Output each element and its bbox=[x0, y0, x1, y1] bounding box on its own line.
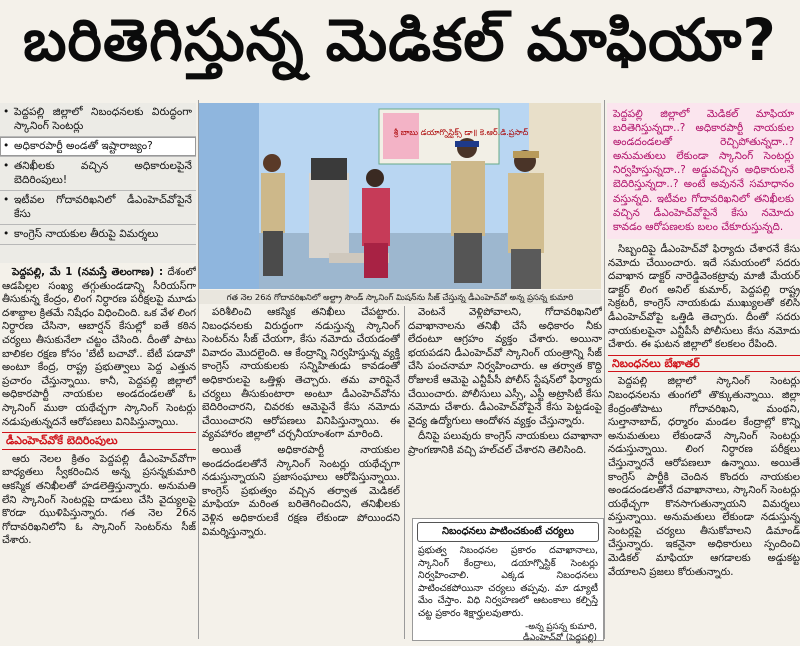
article-column-2 bbox=[202, 306, 400, 639]
column-divider bbox=[198, 100, 199, 639]
intro-summary: పెద్దపల్లి జిల్లాలో మెడికల్ మాఫియా బరితెగిస్తున్నదా..? అధికారపార్టీ నాయకుల అండదండలతో రెచ్చిపోతున్నదా..? అనుమతులు లేకుండా స్కానింగ్ సెంటర్లు నిర్వహిస్తున్నదా..? అడ్డువచ్చిన అధికారులనే బెదిరిస్తున్నదా..? అంటే అవుననే సమాధానం వస్తున్నది. ఇటీవల గోదావరిఖనిలో తనిఖీలకు వచ్చిన డీఎంహెచ్‌వోపైనే కేసు నమోదు కావడం ఆరోపణలకు బలం చేకూరుస్తున్నది. bbox=[607, 103, 800, 239]
quote-signature bbox=[413, 620, 603, 646]
news-photo bbox=[199, 103, 601, 289]
highlight-item: • తనిఖీలకు వచ్చిన అధికారులపైనే బెదిరింపులు! bbox=[0, 157, 196, 191]
article-column-3 bbox=[408, 306, 602, 516]
article-paragraph: పరిశీలించి ఆకస్మిక తనిఖీలు చేపట్టారు. నిబంధనలకు విరుద్ధంగా నడుస్తున్న స్కానింగ్ సెంటర్‌ను సీజ్ చేయగా, కేసు నమోదు చేయడంతో వివాదం మొదలైంది. ఆ కేంద్రాన్ని నిర్వహిస్తున్న వ్యక్తి కాంగ్రెస్ నాయకులకు సన్నిహితుడు కావడంతో అధికారులపై ఒత్తిళ్లు తెచ్చారు. తమ వారిపైనే చర్యలు తీసుకుంటారా అంటూ డీఎంహెచ్‌వోను బెదిరించారని, చివరకు ఆమెపైనే కేసు నమోదు చేయించారని ఆరోపణలు వినిపిస్తున్నాయి. ఈ వ్యవహారం జిల్లాలో చర్చనీయాంశంగా మారింది. bbox=[202, 307, 400, 441]
column-divider bbox=[404, 306, 405, 639]
article-column-4 bbox=[608, 243, 800, 639]
highlight-item: • కాంగ్రెస్ నాయకుల తీరుపై విమర్శలు bbox=[0, 225, 196, 245]
article-text: దేశంలో ఆడపిల్లల సంఖ్య తగ్గుతుండడాన్ని సీరియస్‌గా తీసుకున్న కేంద్రం, లింగ నిర్ధారణ పరీక్షలపై మూడు దశాబ్దాల క్రితమే నిషేధం విధించింది. ఒక వేళ లింగ నిర్ధారణ చేసినా, ఆబార్షన్ కేసుల్లో ఐతే కఠిన చర్యలు తీసుకునేలా చట్టం చేసింది. దీంతో పాటు బాలికల రక్షణ కోసం 'బేటీ బచావో.. బేటీ పడావో' అంటూ కేంద్ర, రాష్ట్ర ప్రభుత్వాలు పెద్ద ఎత్తున ప్రచారం చేస్తున్నాయి. కానీ, పెద్దపల్లి జిల్లాలో అధికారపార్టీ నాయకుల అండదండలతో ఓ స్కానింగ్ ముఠా యథేచ్ఛగా స్కానింగ్ సెంటర్లు నడుపుతున్నదనే ఆరోపణలు వినిపిస్తున్నాయి. bbox=[2, 267, 196, 428]
highlight-item: • పెద్దపల్లి జిల్లాలో నిబంధనలకు విరుద్ధంగా స్కానింగ్ సెంటర్లు bbox=[0, 103, 196, 137]
article-paragraph bbox=[2, 266, 196, 429]
photo-caption: గత నెల 26న గోదావరిఖనిలో అల్ట్రా సౌండ్ స్కానింగ్ మిషన్‌ను సీజ్ చేస్తున్న డీఎంహెచ్‌వో అన్న ప్రసన్న కుమారి bbox=[199, 290, 601, 304]
article-column-1 bbox=[2, 266, 196, 639]
quote-box-text: ప్రభుత్వ నిబంధనల ప్రకారం దవాఖానాలు, స్కానింగ్ కేంద్రాలు, డయాగ్నొస్టిక్ సెంటర్లు నిర్వహించాలి. ఎక్కడ నిబంధనలు పాటించకపోయినా చర్యలు తప్పవు. మా డ్యూటీ మేం చేస్తాం. విధి నిర్వహణలో ఆటంకాలు కల్పిస్తే చట్ట ప్రకారం శిక్షార్హులవుతారు. bbox=[418, 545, 598, 619]
article-paragraph: దీనిపై పలువురు కాంగ్రెస్ నాయకులు దవాఖానా ప్రాంగణానికి వచ్చి హల్‌చల్ చేశారని తెలిసింది. bbox=[408, 431, 602, 456]
highlights-list bbox=[0, 103, 196, 245]
photo-illustration bbox=[199, 103, 601, 289]
article-paragraph: వెంటనే వెళ్లిపోవాలని, గోదావరిఖనిలో దవాఖానాలను తనిఖీ చేసే అధికారం నీకు లేదంటూ ఆగ్రహం వ్యక్తం చేశారు. అయినా భయపడని డీఎంహెచ్‌వో స్కానింగ్ యంత్రాన్ని సీజ్ చేసి పంచనామా నిర్వహించారు. ఆ తర్వాత కొద్ది రోజులకే ఆమెపై ఎన్టీపీసీ పోలీస్ స్టేషన్‌లో ఫిర్యాదు చేయించారు. పోలీసులు ఎస్సీ, ఎస్టీ అట్రాసిటీ కేసు నమోదు చేశారు. డీఎంహెచ్‌వోపైనే కేసు పెట్టడంపై వైద్య ఉద్యోగులు ఆందోళన వ్యక్తం చేస్తున్నారు. bbox=[408, 307, 602, 427]
article-paragraph: అయితే అధికారపార్టీ నాయకుల అండదండలతోనే స్కానింగ్ సెంటర్లు యథేచ్ఛగా నడుస్తున్నాయని ప్రజాసంఘాలు ఆరోపిస్తున్నాయి. కాంగ్రెస్ ప్రభుత్వం వచ్చిన తర్వాత మెడికల్ మాఫియా మరింత బరితెగించిందని, తనిఖీలకు వెళ్లిన అధికారులకే రక్షణ లేకుండా పోయిందని విమర్శిస్తున్నారు. bbox=[202, 444, 400, 538]
article-paragraph: సిబ్బందిపై డీఎంహెచ్‌వో ఫిర్యాదు చేశారనే కేసు నమోదు చేయించారు. ఇదే సమయంలో సదరు దవాఖాన డాక్టర్ నారెడ్డివెంకట్రావు మాజీ మేయర్ డాక్టర్ లింగ అనిల్ కుమార్, పెద్దపల్లి రాష్ట్ర సెక్రటరీ, కాంగ్రెస్ నాయకుడు ముఖ్యులతో కలిసి డీఎంహెచ్‌వోపై ఒత్తిడి తెచ్చారు. దీంతో సదరు నాయకులపైనా ఎన్టీపీసీ పోలీసులు కేసు నమోదు చేశారు. ఈ ఘటన జిల్లాలో కలకలం రేపింది. bbox=[608, 244, 800, 351]
highlight-item: • అధికారపార్టీ అండతో ఇష్టారాజ్యం? bbox=[0, 137, 196, 157]
quote-signature-name: -అన్న ప్రసన్న కుమారి, bbox=[525, 622, 597, 632]
subheading-rules-ignored: నిబంధనలు బేఖాతర్ bbox=[608, 355, 800, 373]
article-paragraph: పెద్దపల్లి జిల్లాలో స్కానింగ్ సెంటర్లు నిబంధనలను తుంగలో తొక్కుతున్నాయి. జిల్లా కేంద్రంతోపాటు గోదావరిఖని, మంథని, సుల్తానాబాద్, ధర్మారం మండల కేంద్రాల్లో కొన్ని అనుమతులు లేకుండానే స్కానింగ్ సెంటర్లు నడుస్తున్నాయి. లింగ నిర్ధారణ పరీక్షలు చేస్తున్నారనే ఆరోపణలూ ఉన్నాయి. అయితే కాంగ్రెస్ పార్టీకి చెందిన కొందరు నాయకుల అండదండలతోనే దవాఖానాలు, స్కానింగ్ సెంటర్లు యథేచ్ఛగా కొనసాగుతున్నాయని విమర్శలు వస్తున్నాయి. అనుమతులు లేకుండా నడుస్తున్న సెంటర్లపై చర్యలు తీసుకోవాలని డిమాండ్ చేస్తున్నారు. ఇకనైనా అధికారులు స్పందించి మెడికల్ మాఫియా ఆగడాలకు అడ్డుకట్ట వేయాలని ప్రజలు కోరుతున్నారు. bbox=[608, 376, 800, 578]
photo-signboard: శ్రీ బాబు డయాగ్నొస్టిక్స్ డా॥ కె.ఆర్.డి.ప్రసాద్ bbox=[393, 128, 529, 137]
column-divider bbox=[604, 100, 605, 639]
dateline: పెద్దపల్లి, మే 1 (నమస్తే తెలంగాణ) : bbox=[12, 267, 164, 278]
highlight-item: • ఇటీవల గోదావరిఖనిలో డీఎంహెచ్‌వోపైనే కేసు bbox=[0, 191, 196, 225]
quote-signature-title: డీఎంహెచ్‌వో (పెద్దపల్లి) bbox=[522, 633, 597, 643]
quote-box bbox=[412, 518, 604, 641]
page-headline: బరితెగిస్తున్న మెడికల్ మాఫియా? bbox=[23, 6, 777, 74]
highlights-box bbox=[0, 103, 196, 263]
subheading-dmho-threats: డీఎంహెచ్‌వోకే బెదిరింపులు bbox=[2, 432, 196, 450]
article-paragraph: ఆరు నెలల క్రితం పెద్దపల్లి డీఎంహెచ్‌వోగా బాధ్యతలు స్వీకరించిన అన్న ప్రసన్నకుమారి ఆకస్మిక తనిఖీలతో హడలెత్తిస్తున్నారు. అనుమతి లేని స్కానింగ్ సెంటర్లపై దాడులు చేసి వైద్యులపై కొరడా ఝుళిపిస్తున్నారు. గత నెల 26న గోదావరిఖనిలోని ఓ స్కానింగ్ సెంటర్‌ను సీజ్ చేశారు. bbox=[2, 453, 196, 547]
quote-box-title: నిబంధనలు పాటించకుంటే చర్యలు bbox=[417, 522, 599, 542]
